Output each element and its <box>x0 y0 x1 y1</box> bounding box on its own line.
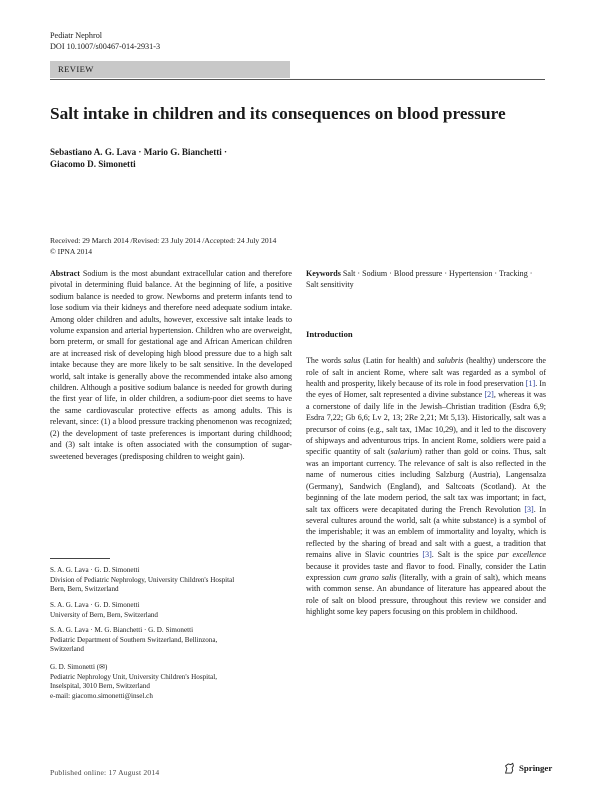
publication-date: Published online: 17 August 2014 <box>50 768 160 777</box>
affiliation-line: Bern, Bern, Switzerland <box>50 585 119 594</box>
citation-link[interactable]: [3] <box>422 550 432 560</box>
text-run: . In several cultures around the world, salt (a white substance) is a symbol of the imperishable; it was an emblem of immortality and loyalty, which is reflected by the sharing of bread and salt with a guest, a tradition that remains alive in Slavic countries <box>306 504 546 560</box>
keywords-text: Salt · Sodium · Blood pressure · Hypertension · Tracking · Salt sensitivity <box>306 269 533 290</box>
text-run: (Latin for health) and <box>360 356 438 366</box>
abstract-label: Abstract <box>50 269 80 278</box>
citation-link[interactable]: [3] <box>524 504 534 514</box>
affiliation-1 <box>50 566 295 595</box>
author-list <box>50 146 350 171</box>
journal-name: Pediatr Nephrol <box>50 31 103 40</box>
article-dates <box>50 236 350 257</box>
affiliation-rule <box>50 558 110 559</box>
keywords-block <box>306 268 546 291</box>
citation-link[interactable]: [1] <box>525 379 536 389</box>
section-label-bar <box>50 61 290 78</box>
italic-run: salarium <box>390 447 420 457</box>
text-run: (literally, with a grain of salt), which means with common sense. An abundance of literature has appeared about the role of salt on blood pressure, throughout this review we consider and highlight some key papers focusing on this problem in childhood. <box>306 572 546 617</box>
authors-line-1: Sebastiano A. G. Lava · Mario G. Bianchetti · <box>50 147 228 157</box>
affiliation-authors: S. A. G. Lava · M. G. Bianchetti · G. D. Simonetti <box>50 626 194 634</box>
affiliation-line: Division of Pediatric Nephrology, University Children's Hospital <box>50 575 235 584</box>
affiliation-4 <box>50 663 295 701</box>
affiliation-authors: S. A. G. Lava · G. D. Simonetti <box>50 601 140 609</box>
text-run: . Salt is the spice <box>431 550 498 560</box>
abstract-text: Sodium is the most abundant extracellular cation and therefore pivotal in determining fluid balance. At the beginning of life, a positive sodium balance is needed to grow. Newborns and preterm infants tend to lose sodium via their kidneys and therefore need adequate sodium intake. Among older children and adults, however, excessive salt intake leads to volume expansion and arterial hypertension. Children who are overweight, born preterm, or small for gestational age and African American children are at increased risk of developing high blood pressure due to a high salt intake because they are more likely to be salt sensitive. In the developed world, salt intake is generally above the recommended intake also among children. Although a positive sodium balance is needed for growth during the first year of life, in older children, a sodium-poor diet seems to have the same cardiovascular protective effects as among adults. This is relevant, since: (1) a blood pressure tracking phenomenon was recognized; (2) the development of taste preferences is important during childhood; and (3) salt intake is often associated with the consumption of sugar-sweetened beverages (predisposing children to weight gain). <box>50 269 292 461</box>
section-label: REVIEW <box>58 64 94 74</box>
affiliation-line: Pediatric Nephrology Unit, University Children's Hospital, <box>50 672 217 681</box>
springer-horse-icon <box>503 762 516 775</box>
text-run: , whereas it was a cornerstone of daily life in the Jewish–Christian tradition (Esdra 6,9; Esdra 7,22; Gb 6,6; Lv 2, 13; 2Re 2,21; Mt 5,13). Historically, salt was a precursor of coins (e.g., salt tax, 1Mac 10,29), and it led to the discovery of shipways and adventurous trips. In ancient Rome, soldiers were paid a specific quantity of salt ( <box>306 390 546 457</box>
publisher-logo <box>503 760 552 776</box>
text-run: . In the eyes of Homer, salt represented a divine substance <box>306 379 546 400</box>
running-header <box>50 30 160 52</box>
affiliation-authors: G. D. Simonetti (✉) <box>50 663 108 671</box>
italic-run: salubris <box>437 356 464 366</box>
affiliation-line: Pediatric Department of Southern Switzerland, Bellinzona, <box>50 635 218 644</box>
authors-line-2: Giacomo D. Simonetti <box>50 159 136 170</box>
affiliation-authors: S. A. G. Lava · G. D. Simonetti <box>50 566 140 574</box>
citation-link[interactable]: [2] <box>484 390 494 400</box>
italic-run: par excellence <box>497 550 547 560</box>
text-run: ) rather than gold or coins. Thus, salt was an important currency. The relevance of salt is also reflected in the name of numerous cities including Salzburg (Austria), Langensalza (Germany), Sandwich (England), and Saltcoats (Scotland). At the beginning of the late modern period, the salt tax was important; in fact, salt tax officers were decapitated during the French Revolution <box>306 447 546 514</box>
affiliation-2 <box>50 601 295 620</box>
corresponding-email[interactable]: e-mail: giacomo.simonetti@insel.ch <box>50 691 153 700</box>
history-dates: Received: 29 March 2014 /Revised: 23 July 2014 /Accepted: 24 July 2014 <box>50 236 277 245</box>
copyright-line: © IPNA 2014 <box>50 246 93 256</box>
affiliation-3 <box>50 626 295 655</box>
article-title: Salt intake in children and its consequences on blood pressure <box>50 104 506 123</box>
italic-run: cum grano salis <box>343 572 397 582</box>
abstract-block <box>50 268 292 462</box>
affiliation-line: Inselspital, 3010 Bern, Switzerland <box>50 682 150 691</box>
affiliation-line: University of Bern, Bern, Switzerland <box>50 610 158 619</box>
italic-run: salus <box>343 356 361 366</box>
introduction-text <box>306 355 546 617</box>
introduction-heading: Introduction <box>306 328 353 339</box>
text-run: (healthy) underscore the role of salt in ancient Rome, where salt was regarded as a symbol of health and prosperity, likely because of its role in food preservation <box>306 356 546 389</box>
keywords-label: Keywords <box>306 269 341 278</box>
header-rule <box>50 79 545 80</box>
doi: DOI 10.1007/s00467-014-2931-3 <box>50 42 161 51</box>
right-column <box>306 268 546 618</box>
text-run: The words <box>306 356 344 366</box>
text-run: because it provides taste and flavor to food. Finally, consider the Latin expression <box>306 561 546 582</box>
affiliation-line: Switzerland <box>50 645 84 654</box>
publisher-name: Springer <box>519 763 553 773</box>
